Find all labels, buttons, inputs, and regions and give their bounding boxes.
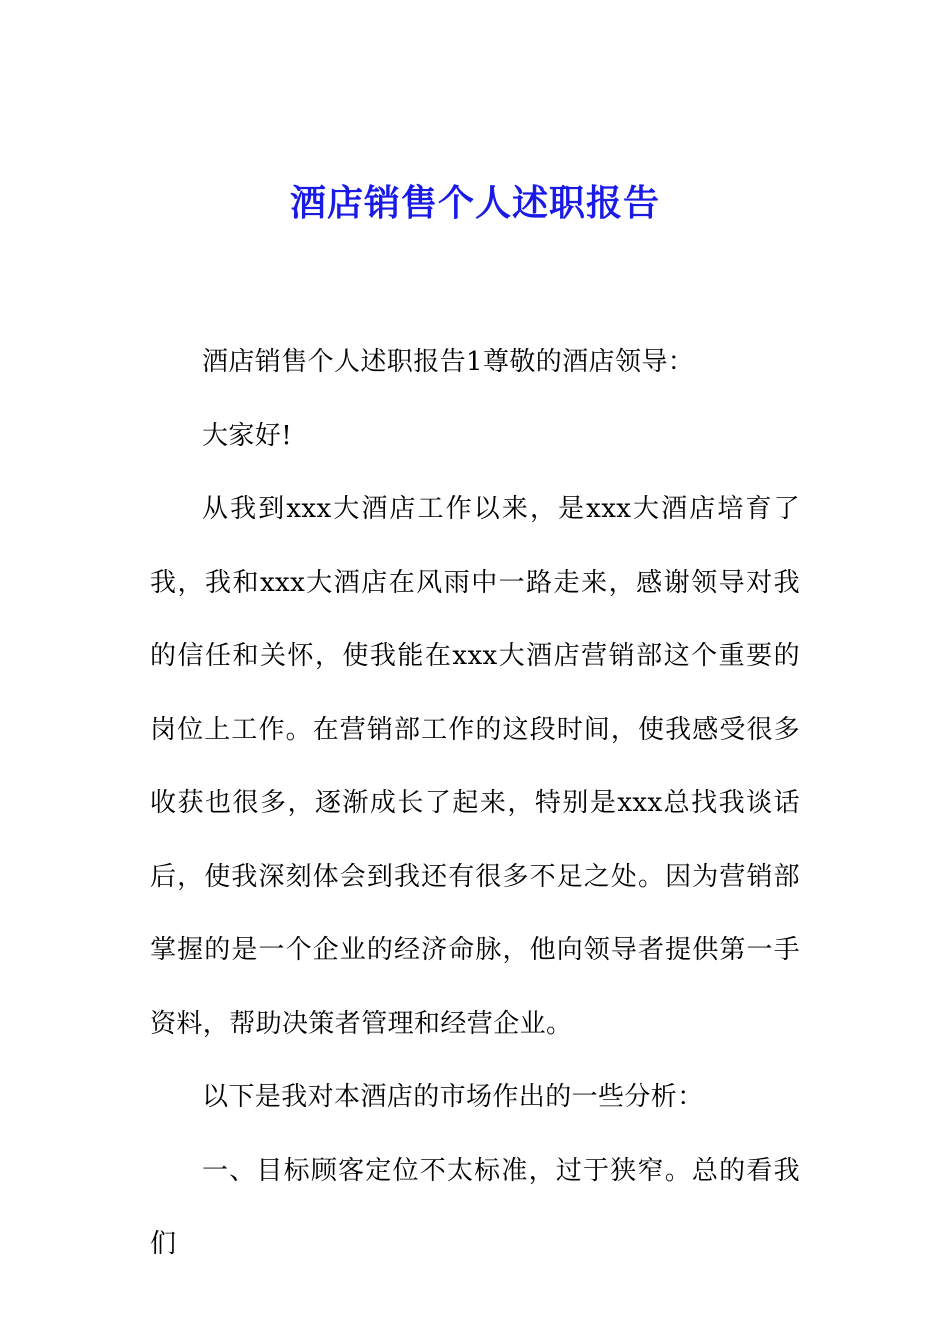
- paragraph-analysis-intro: 以下是我对本酒店的市场作出的一些分析：: [202, 1082, 704, 1112]
- paragraph-point-one: 一、目标顾客定位不太标准，过于狭窄。总的看我们: [150, 1155, 800, 1259]
- paragraph-salutation: 酒店销售个人述职报告1尊敬的酒店领导：: [202, 347, 695, 377]
- document-body: [150, 326, 800, 1282]
- document-title: 酒店销售个人述职报告: [289, 182, 660, 224]
- paragraph-greeting: 大家好!: [202, 420, 293, 451]
- paragraph-introduction: 从我到xxx大酒店工作以来，是xxx大酒店培育了我，我和xxx大酒店在风雨中一路走来，感谢领导对我的信任和关怀，使我能在xxx大酒店营销部这个重要的岗位上工作。在营销部工作的这段时间，使我感受很多收获也很多，逐渐成长了起来，特别是xxx总找我谈话后，使我深刻体会到我还有很多不足之处。因为营销部掌握的是一个企业的经济命脉，他向领导者提供第一手资料，帮助决策者管理和经营企业。: [150, 494, 800, 1039]
